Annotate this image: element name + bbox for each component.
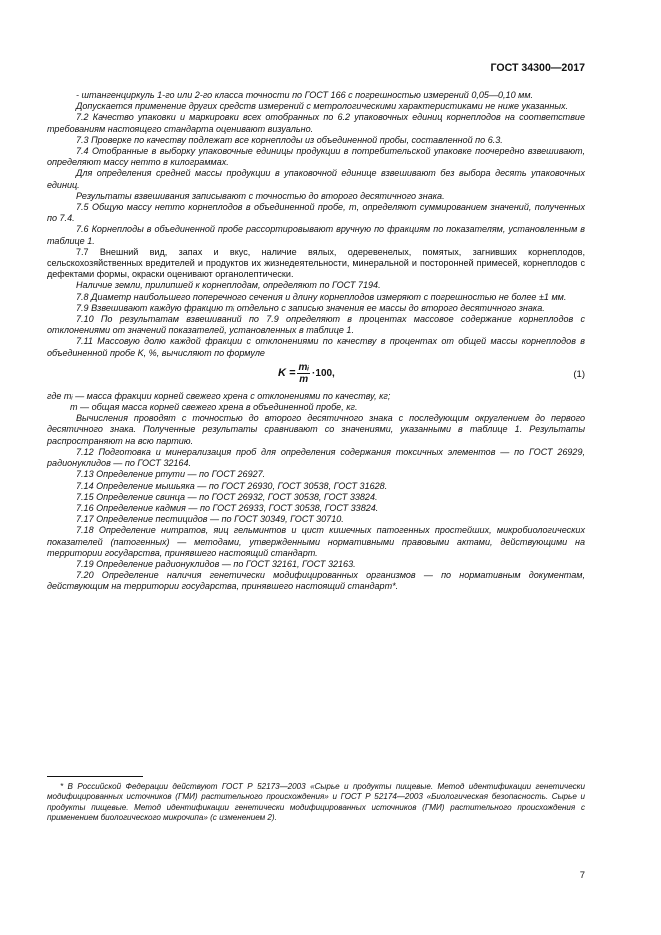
paragraph: 7.14 Определение мышьяка — по ГОСТ 26930, ГОСТ 30538, ГОСТ 31628. [76, 480, 388, 491]
footnote: * В Российской Федерации действуют ГОСТ Р 52173—2003 «Сырье и продукты пищевые. Метод идентификации генетически модифицированных источников (ГМИ) растительного происхождения» и ГОСТ Р 52174—2003 «Биологическая безопасность. Сырье и продукты пищевые. Метод идентификации генетически модифицированных источников (ГМИ) растительного происхождения с применением биологического микрочипа» (с изменением 2). [47, 782, 585, 822]
paragraph: 7.11 Массовую долю каждой фракции с отклонениями по качеству в процентах от общей массы корнеплодов в объединенной пробе K, %, вычисляют по формуле [47, 336, 585, 358]
formula-denominator: m [299, 373, 309, 385]
formula-rest: ·100, [312, 367, 335, 379]
paragraph: 7.5 Общую массу нетто корнеплодов в объединенной пробе, m, определяют суммированием значений, полученных по 7.4. [47, 202, 585, 224]
paragraph: 7.3 Проверке по качеству подлежат все корнеплоды из объединенной пробы, составленной по 6.3. [76, 134, 503, 145]
paragraph: 7.17 Определение пестицидов — по ГОСТ 30349, ГОСТ 30710. [76, 514, 344, 525]
page-header-title: ГОСТ 34300—2017 [490, 62, 585, 74]
paragraph: Для определения средней массы продукции в упаковочной единице взвешивают без выбора десять упаковочных единиц. [47, 168, 585, 190]
page-number: 7 [579, 870, 585, 881]
legend-line: m — общая масса корней свежего хрена в объединенной пробе, кг. [70, 402, 358, 413]
paragraph: Наличие земли, прилипшей к корнеплодам, определяют по ГОСТ 7194. [76, 280, 381, 291]
paragraph: Вычисления проводят с точностью до второго десятичного знака с последующим округлением до первого десятичного знака. Полученные результаты сравнивают со значениями, указанными в таблице 1. Результаты распространяют на всю партию. [47, 413, 585, 446]
paragraph: 7.12 Подготовка и минерализация проб для определения содержания токсичных элементов — по ГОСТ 26929, радионуклидов — по ГОСТ 32164. [47, 446, 585, 469]
paragraph: 7.13 Определение ртути — по ГОСТ 26927. [76, 469, 266, 480]
formula-fraction [297, 362, 310, 385]
paragraph: 7.20 Определение наличия генетически модифицированных организмов — по нормативным документам, действующим на территории государства, принявшего настоящий стандарт*. [47, 570, 585, 592]
paragraph: 7.19 Определение радионуклидов — по ГОСТ 32161, ГОСТ 32163. [76, 558, 356, 569]
footnote-divider [47, 776, 143, 777]
paragraph: - штангенциркуль 1-го или 2-го класса точности по ГОСТ 166 с погрешностью измерений 0,05—0,10 мм. [76, 90, 534, 100]
paragraph: 7.2 Качество упаковки и маркировки всех отобранных по 6.2 упаковочных единиц корнеплодов на соответствие требованиям настоящего стандарта оценивают визуально. [47, 112, 585, 134]
paragraph: Результаты взвешивания записывают с точностью до второго десятичного знака. [76, 190, 445, 201]
paragraph: 7.10 По результатам взвешиваний по 7.9 определяют в процентах массовое содержание корнеплодов с отклонениями от значений показателей, установленных в таблице 1. [47, 314, 585, 336]
formula [278, 362, 335, 385]
paragraph: 7.16 Определение кадмия — по ГОСТ 26933, ГОСТ 30538, ГОСТ 33824. [76, 502, 379, 513]
paragraph: 7.18 Определение нитратов, яиц гельминтов и цист кишечных патогенных простейших, микробиологических показателей (патогенных) — методами, утвержденными нормативными правовыми актами, действующими на территории государства, принявшего настоящий стандарт. [47, 525, 585, 558]
paragraph: 7.4 Отобранные в выборку упаковочные единицы продукции в потребительской упаковке поочередно взвешивают, определяют массу нетто в килограммах. [47, 146, 585, 168]
paragraph: 7.7 Внешний вид, запах и вкус, наличие вялых, одеревенелых, помятых, загнивших корнеплодов, сельскохозяйственных вредителей и продуктов их жизнедеятельности, минеральной и посторонней примесей, корнеплодов с дефектами формы, окраски оценивают органолептически. [47, 246, 585, 280]
paragraph: 7.15 Определение свинца — по ГОСТ 26932, ГОСТ 30538, ГОСТ 33824. [76, 491, 378, 502]
formula-lhs: K = [278, 366, 296, 379]
paragraph: 7.8 Диаметр наибольшего поперечного сечения и длину корнеплодов измеряют с погрешностью не более ±1 мм. [76, 291, 567, 302]
formula-numerator: mᵢ [298, 361, 310, 373]
formula-number: (1) [573, 368, 585, 380]
legend-line: где mᵢ — масса фракции корней свежего хрена с отклонениями по качеству, кг; [47, 390, 391, 401]
body-text [47, 90, 585, 593]
paragraph: 7.6 Корнеплоды в объединенной пробе рассортировывают вручную по фракциям по показателям, установленным в таблице 1. [47, 224, 585, 246]
paragraph: 7.9 Взвешивают каждую фракцию mᵢ отдельно с записью значения ее массы до второго десятичного знака. [76, 302, 545, 313]
paragraph: Допускается применение других средств измерений с метрологическими характеристиками не ниже указанных. [76, 101, 569, 112]
formula-row [47, 361, 585, 391]
formula-legend [47, 391, 585, 413]
